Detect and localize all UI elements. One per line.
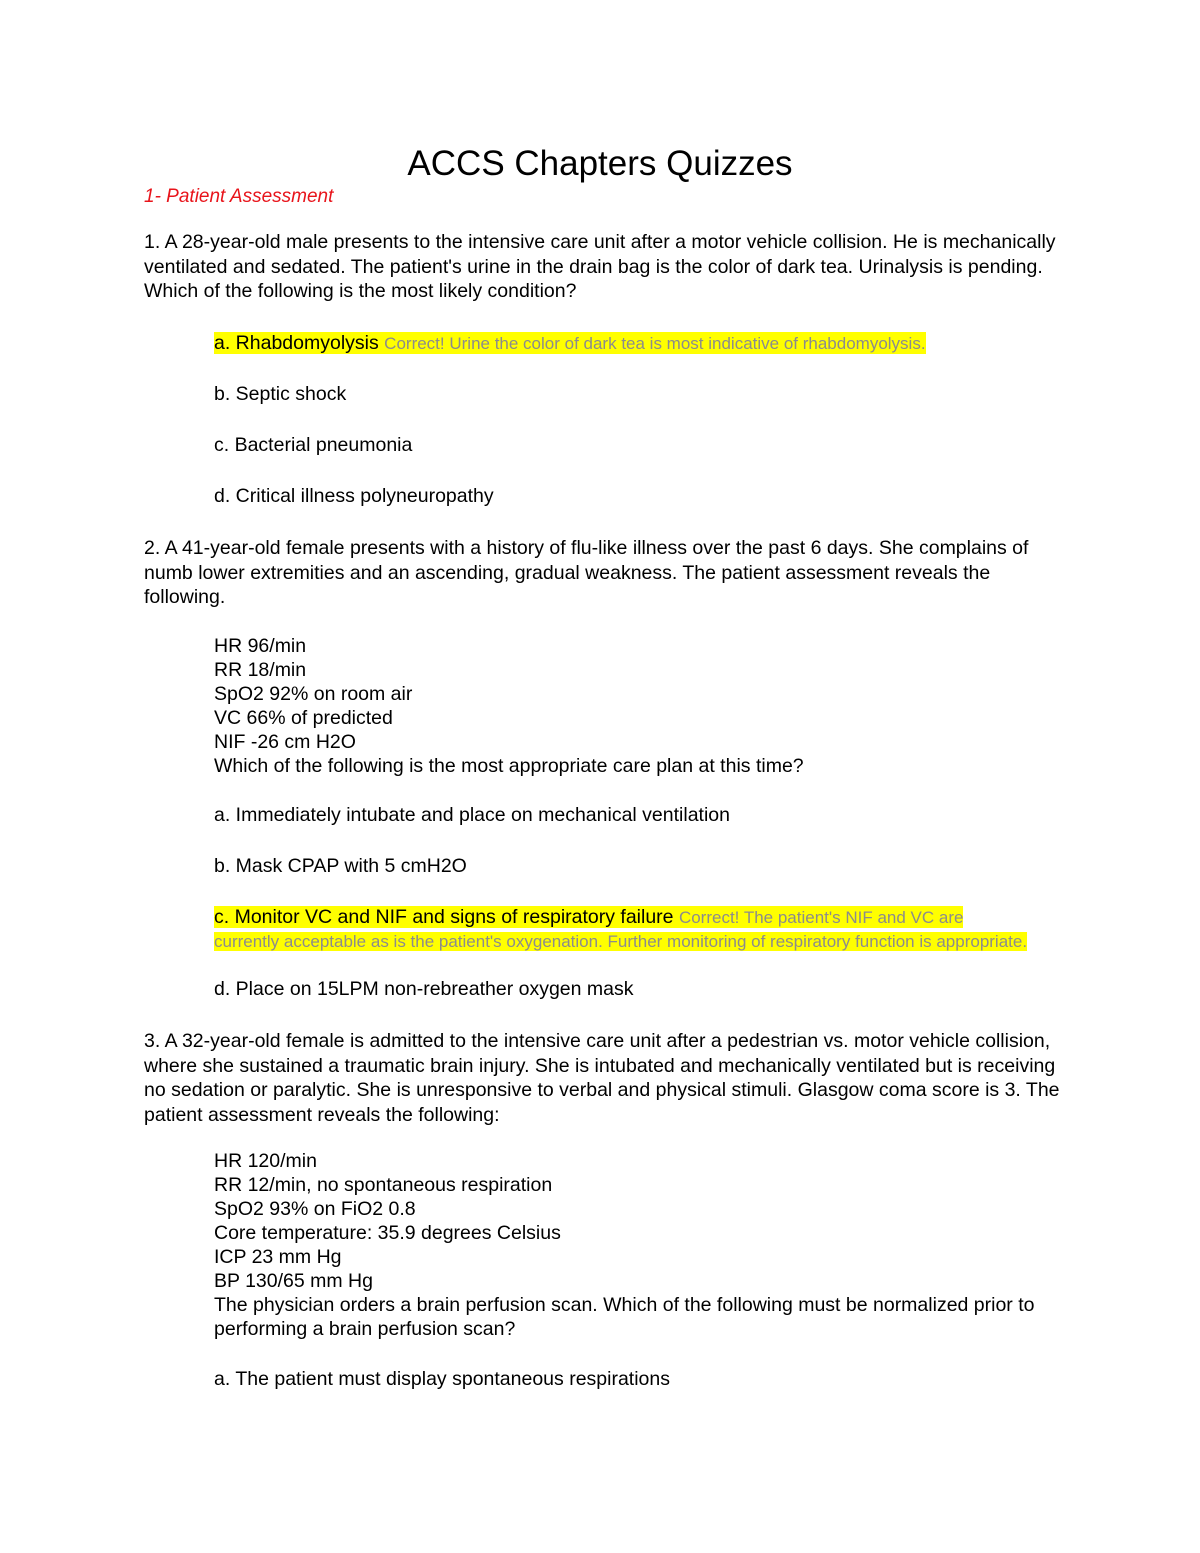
vital-line: ICP 23 mm Hg xyxy=(214,1246,342,1268)
question-1-option-b: b. Septic shock xyxy=(214,383,347,405)
question-1-option-c: c. Bacterial pneumonia xyxy=(214,434,413,456)
question-3-option-a: a. The patient must display spontaneous respirations xyxy=(214,1368,670,1390)
vital-line: SpO2 93% on FiO2 0.8 xyxy=(214,1198,416,1220)
vital-line: NIF -26 cm H2O xyxy=(214,731,356,753)
answer-explanation-continued: currently acceptable as is the patient's oxygenation. Further monitoring of respiratory function is appropriate. xyxy=(214,932,1028,951)
question-1-stem: 1. A 28-year-old male presents to the intensive care unit after a motor vehicle collision. He is mechanically ventilated and sedated. The patient's urine in the drain bag is the color of dark tea. Urinalysis is pending. Which of the following is the most likely condition? xyxy=(144,231,1056,302)
vital-line: VC 66% of predicted xyxy=(214,707,393,729)
section-heading: 1- Patient Assessment xyxy=(144,186,334,207)
vital-line: RR 18/min xyxy=(214,659,307,681)
question-3-stem: 3. A 32-year-old female is admitted to the intensive care unit after a pedestrian vs. motor vehicle collision, where she sustained a traumatic brain injury. She is intubated and mechanically ventilated but is receiving no sedation or paralytic. She is unresponsive to verbal and physical stimuli. Glasgow coma score is 3. The patient assessment reveals the following: xyxy=(144,1030,1060,1126)
vital-line: BP 130/65 mm Hg xyxy=(214,1270,373,1292)
answer-explanation: Correct! The patient's NIF and VC are xyxy=(678,908,964,927)
question-1-option-a xyxy=(214,331,1074,356)
highlighted-answer xyxy=(214,332,926,354)
question-3-prompt: The physician orders a brain perfusion scan. Which of the following must be normalized prior to performing a brain perfusion scan? xyxy=(214,1294,1035,1340)
answer-explanation: Correct! Urine the color of dark tea is most indicative of rhabdomyolysis. xyxy=(384,334,926,353)
question-2-option-c xyxy=(214,905,1074,953)
vital-line: Core temperature: 35.9 degrees Celsius xyxy=(214,1222,561,1244)
question-2-option-d: d. Place on 15LPM non-rebreather oxygen mask xyxy=(214,978,634,1000)
question-3-vitals xyxy=(214,1149,1074,1341)
vital-line: RR 12/min, no spontaneous respiration xyxy=(214,1174,553,1196)
question-2-option-b: b. Mask CPAP with 5 cmH2O xyxy=(214,855,467,877)
vital-line: HR 96/min xyxy=(214,635,307,657)
option-label: a. Rhabdomyolysis xyxy=(214,332,379,354)
vital-line: SpO2 92% on room air xyxy=(214,683,413,705)
vital-line: HR 120/min xyxy=(214,1150,317,1172)
highlighted-answer xyxy=(214,906,963,928)
question-2-stem: 2. A 41-year-old female presents with a history of flu-like illness over the past 6 days. She complains of numb lower extremities and an ascending, gradual weakness. The patient assessment reveals the following. xyxy=(144,537,1029,608)
document-title: ACCS Chapters Quizzes xyxy=(407,144,793,183)
question-1-option-d: d. Critical illness polyneuropathy xyxy=(214,485,494,507)
question-2-prompt: Which of the following is the most appropriate care plan at this time? xyxy=(214,755,804,777)
option-label: c. Monitor VC and NIF and signs of respiratory failure xyxy=(214,906,674,928)
question-2-option-a: a. Immediately intubate and place on mechanical ventilation xyxy=(214,804,730,826)
question-2-vitals xyxy=(214,634,1074,778)
